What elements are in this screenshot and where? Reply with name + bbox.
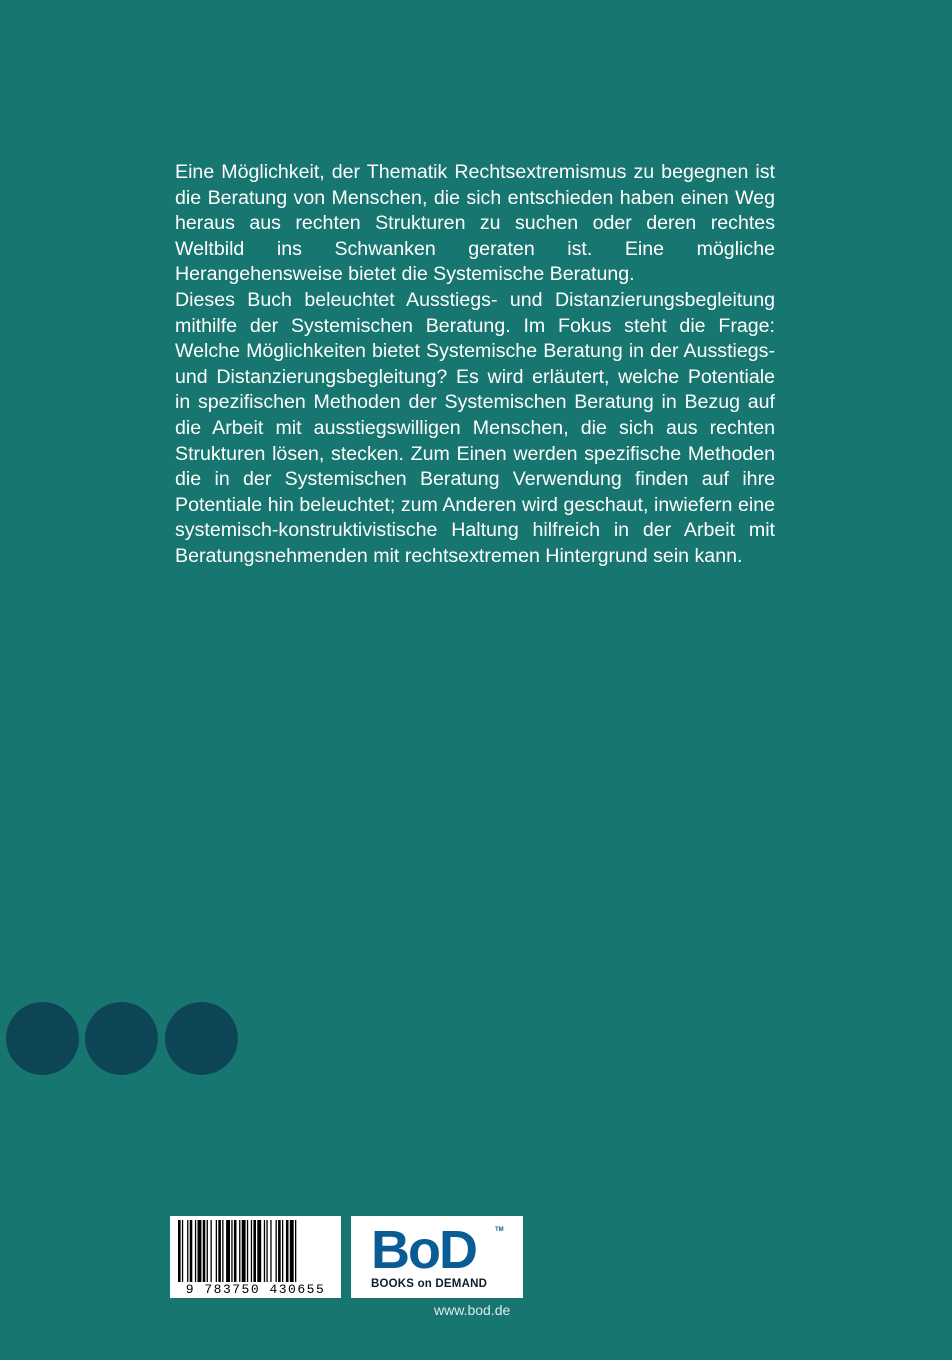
isbn-barcode: [170, 1216, 341, 1298]
bod-logo-mark: BoD: [371, 1220, 476, 1280]
decorative-dot: [6, 1002, 79, 1075]
barcode-icon: [178, 1220, 333, 1282]
publisher-url: www.bod.de: [434, 1302, 511, 1318]
bod-logo-subtitle: BOOKS on DEMAND: [371, 1278, 488, 1290]
isbn-number: 9 783750 430655: [185, 1282, 326, 1297]
blurb-paragraph-2: Dieses Buch beleuchtet Ausstiegs- und Distanzierungsbegleitung mithilfe der Systemischen Beratung. Im Fokus steht die Frage: Welche Möglichkeiten bietet Systemische Beratung in der Ausstiegs- und Distanzierungsbegleitung? Es wird erläutert, welche Potentiale in spezifischen Methoden der Systemischen Beratung in Bezug auf die Arbeit mit ausstiegswilligen Menschen, die sich aus rechten Strukturen lösen, stecken. Zum Einen werden spezifische Methoden die in der Systemischen Beratung Verwendung finden auf ihre Potentiale hin beleuchtet; zum Anderen wird geschaut, inwiefern eine systemisch-konstruktivistische Haltung hilfreich in der Arbeit mit Beratungsnehmenden mit rechtsextremen Hintergrund sein kann.: [175, 288, 775, 567]
decorative-dot: [165, 1002, 238, 1075]
decorative-dot: [85, 1002, 158, 1075]
back-cover-blurb: [175, 160, 775, 570]
publisher-logo: [351, 1216, 523, 1298]
trademark-symbol: TM: [495, 1227, 504, 1233]
blurb-paragraph-1: Eine Möglichkeit, der Thematik Rechtsextremismus zu begegnen ist die Beratung von Menschen, die sich entschieden haben einen Weg heraus aus rechten Strukturen zu suchen oder deren rechtes Weltbild ins Schwanken geraten ist. Eine mögliche Herangehensweise bietet die Systemische Beratung.: [175, 161, 775, 286]
